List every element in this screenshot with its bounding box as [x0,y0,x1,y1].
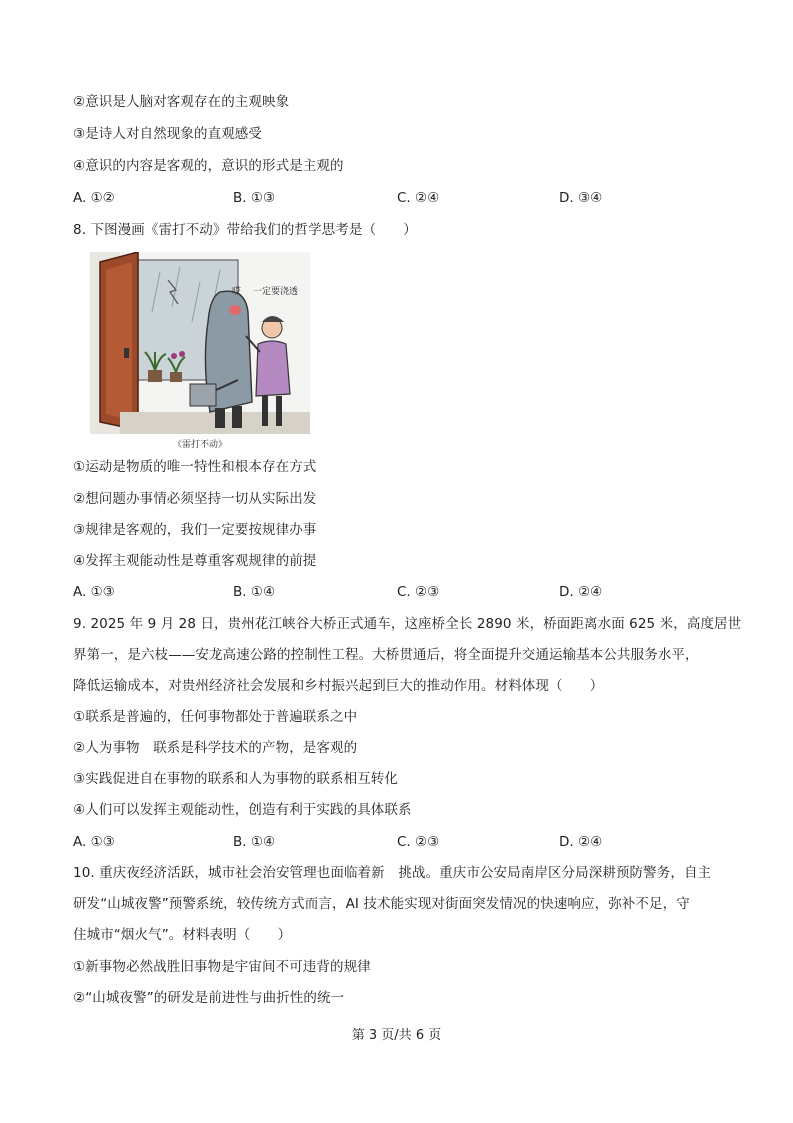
cartoon-speech-right: 一定要浇透 [253,287,299,297]
q7-options [73,188,723,208]
q7-item-3: ③是诗人对自然现象的直观感受 [73,126,263,142]
q7-option-d: D. ③④ [559,190,603,206]
cartoon-image [90,252,310,452]
page-footer: 第 3 页/共 6 页 [351,1028,442,1043]
q7-option-b: B. ①③ [233,190,276,206]
q10-item-2: ②“山城夜警”的研发是前进性与曲折性的统一 [73,990,345,1006]
q8-item-2: ②想问题办事情必须坚持一切从实际出发 [73,491,317,507]
q8-stem: 8. 下图漫画《雷打不动》带给我们的哲学思考是（ ） [73,222,417,238]
cartoon-caption: 《雷打不动》 [172,440,228,450]
q10-item-1: ①新事物必然战胜旧事物是宇宙间不可违背的规律 [73,959,371,975]
q7-item-4: ④意识的内容是客观的，意识的形式是主观的 [73,158,344,174]
q8-option-d: D. ②④ [559,584,603,600]
q9-item-2: ②人为事物 联系是科学技术的产物，是客观的 [73,740,358,756]
q10-stem-line-3: 住城市“烟火气”。材料表明（ ） [73,927,292,943]
cartoon-speech-left: 哎 [232,287,242,297]
q9-item-4: ④人们可以发挥主观能动性，创造有利于实践的具体联系 [73,802,412,818]
q7-item-2: ②意识是人脑对客观存在的主观映象 [73,94,290,110]
q9-stem-line-1: 9. 2025 年 9 月 28 日，贵州花江峡谷大桥正式通车，这座桥全长 2890 米，桥面距离水面 625 米，高度居世 [73,616,742,632]
q10-stem-line-2: 研发“山城夜警”预警系统，较传统方式而言，AI 技术能实现对街面突发情况的快速响应，弥补不足，守 [73,896,690,912]
q9-option-b: B. ①④ [233,834,276,850]
q9-stem-line-2: 界第一，是六枝——安龙高速公路的控制性工程。大桥贯通后，将全面提升交通运输基本公共服务水平， [73,647,699,663]
q9-stem-line-3: 降低运输成本，对贵州经济社会发展和乡村振兴起到巨大的推动作用。材料体现（ ） [73,678,604,694]
q8-option-b: B. ①④ [233,584,276,600]
q8-item-1: ①运动是物质的唯一特性和根本存在方式 [73,459,317,475]
q9-item-1: ①联系是普遍的，任何事物都处于普遍联系之中 [73,709,358,725]
q10-stem-line-1: 10. 重庆夜经济活跃，城市社会治安管理也面临着新 挑战。重庆市公安局南岸区分局深耕预防警务，自主 [73,865,712,881]
q8-item-3: ③规律是客观的，我们一定要按规律办事 [73,522,317,538]
q9-options [73,832,723,852]
q7-option-a: A. ①② [73,190,115,206]
q8-options [73,582,723,602]
q9-option-c: C. ②③ [397,834,440,850]
q7-option-c: C. ②④ [397,190,440,206]
q9-option-a: A. ①③ [73,834,115,850]
q8-item-4: ④发挥主观能动性是尊重客观规律的前提 [73,553,317,569]
q8-option-a: A. ①③ [73,584,115,600]
q9-option-d: D. ②④ [559,834,603,850]
q9-item-3: ③实践促进自在事物的联系和人为事物的联系相互转化 [73,771,399,787]
q8-option-c: C. ②③ [397,584,440,600]
